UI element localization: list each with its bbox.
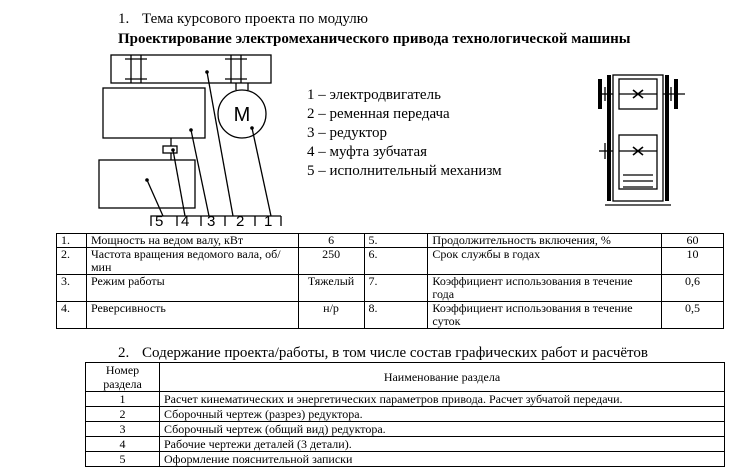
param-number: 1. [57, 234, 87, 248]
legend-item: 5 – исполнительный механизм [307, 163, 502, 179]
table-header-row [86, 363, 725, 392]
param-number: 6. [364, 248, 428, 275]
section-name: Оформление пояснительной записки [160, 452, 725, 467]
callout-1: 1 [264, 213, 273, 230]
param-number: 5. [364, 234, 428, 248]
param-name: Продолжительность включения, % [428, 234, 662, 248]
param-value: 6 [298, 234, 364, 248]
mechanism-box [99, 160, 195, 208]
param-number: 2. [57, 248, 87, 275]
topic-heading [118, 11, 368, 28]
section2-title: Содержание проекта/работы, в том числе состав графических работ и расчётов [142, 345, 648, 361]
param-name: Коэффициент использования в течение суток [428, 302, 662, 329]
section-number: 1 [86, 392, 160, 407]
table-row [57, 248, 724, 275]
param-number: 3. [57, 275, 87, 302]
section-name: Сборочный чертеж (разрез) редуктора. [160, 407, 725, 422]
parameters-table [56, 233, 724, 329]
callout-3: 3 [207, 213, 216, 230]
param-value: 10 [662, 248, 724, 275]
param-value: 250 [298, 248, 364, 275]
param-value: н/р [298, 302, 364, 329]
param-number: 7. [364, 275, 428, 302]
reducer-drawing [595, 65, 690, 215]
callout-4: 4 [181, 213, 190, 230]
section-name: Расчет кинематических и энергетических параметров привода. Расчет зубчатой передачи. [160, 392, 725, 407]
table-row [57, 275, 724, 302]
param-number: 4. [57, 302, 87, 329]
section2-number: 2. [118, 345, 130, 361]
section-number: 5 [86, 452, 160, 467]
callout-5: 5 [155, 213, 164, 230]
project-title: Проектирование электромеханического привода технологической машины [118, 31, 631, 47]
param-name: Частота вращения ведомого вала, об/мин [86, 248, 298, 275]
topic-title: Тема курсового проекта по модулю [142, 11, 368, 27]
section2-heading [118, 345, 648, 362]
param-name: Коэффициент использования в течение года [428, 275, 662, 302]
param-value: Тяжелый [298, 275, 364, 302]
section-name: Рабочие чертежи деталей (3 детали). [160, 437, 725, 452]
section-name: Сборочный чертеж (общий вид) редуктора. [160, 422, 725, 437]
coupling-box [163, 146, 177, 153]
param-value: 0,6 [662, 275, 724, 302]
table-row [86, 422, 725, 437]
param-name: Срок службы в годах [428, 248, 662, 275]
legend-item: 3 – редуктор [307, 125, 388, 141]
table-row [57, 234, 724, 248]
scheme-legend [307, 86, 502, 181]
col-header-number: Номер раздела [86, 363, 160, 392]
sections-table [85, 362, 725, 467]
param-value: 60 [662, 234, 724, 248]
table-row [57, 302, 724, 329]
table-row [86, 392, 725, 407]
param-name: Реверсивность [86, 302, 298, 329]
legend-item: 4 – муфта зубчатая [307, 144, 428, 160]
table-row [86, 452, 725, 467]
param-name: Режим работы [86, 275, 298, 302]
section-number: 3 [86, 422, 160, 437]
table-row [86, 437, 725, 452]
legend-item: 2 – ременная передача [307, 106, 450, 122]
col-header-name: Наименование раздела [160, 363, 725, 392]
table-row [86, 407, 725, 422]
param-name: Мощность на ведом валу, кВт [86, 234, 298, 248]
callout-2: 2 [236, 213, 245, 230]
legend-item: 1 – электродвигатель [307, 87, 441, 103]
param-value: 0,5 [662, 302, 724, 329]
topic-number: 1. [118, 11, 130, 27]
motor-label: М [233, 104, 251, 126]
section-number: 4 [86, 437, 160, 452]
drive-scheme-diagram [95, 50, 290, 230]
param-number: 8. [364, 302, 428, 329]
section-number: 2 [86, 407, 160, 422]
